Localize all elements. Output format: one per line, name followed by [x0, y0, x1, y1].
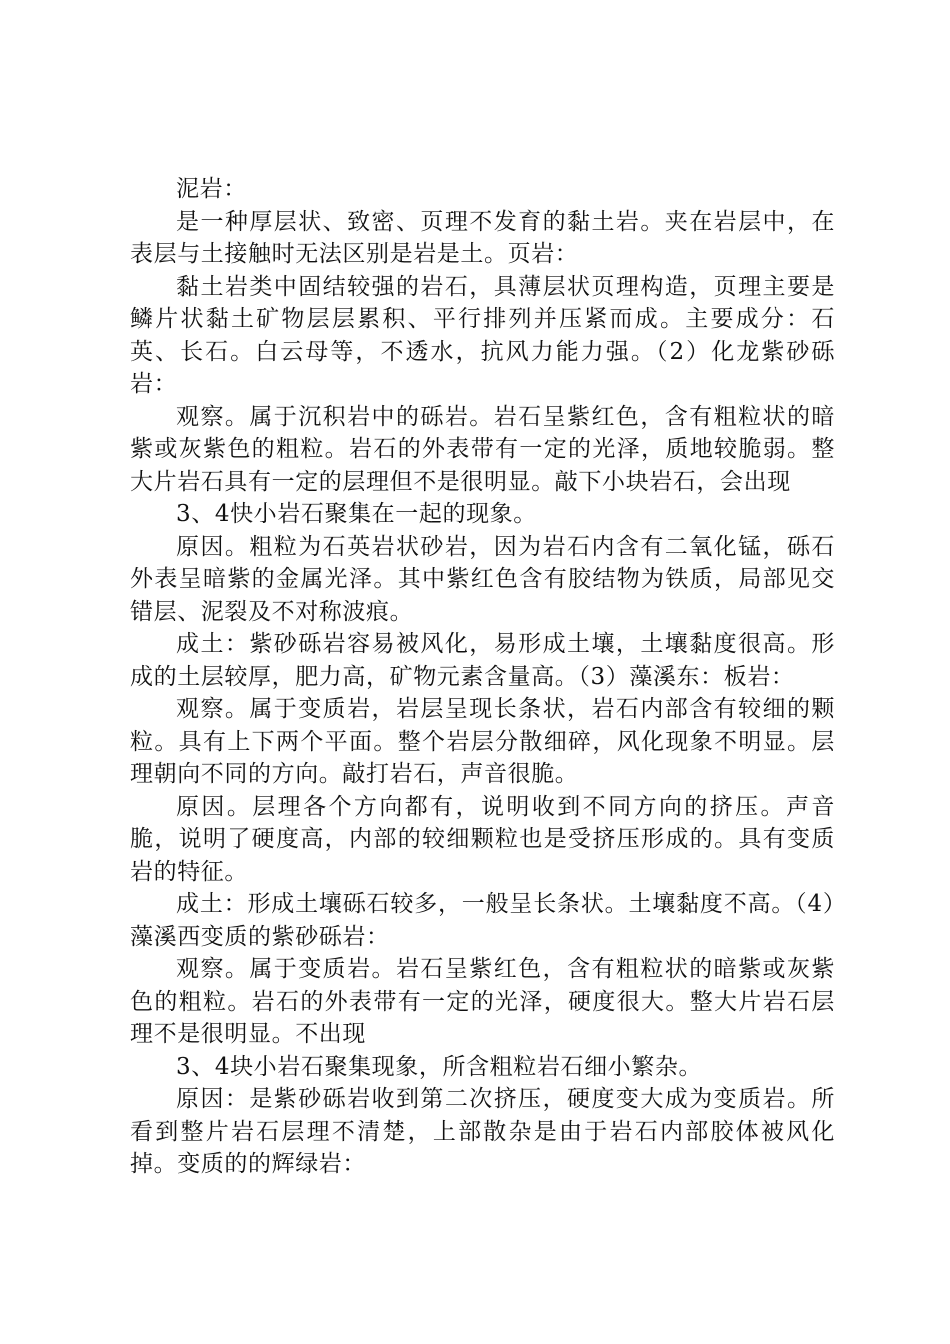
paragraph-metamorphic-observation: 观察。属于变质岩。岩石呈紫红色，含有粗粒状的暗紫或灰紫色的粗粒。岩石的外表带有一定的光泽，硬度很大。整大片岩石层理不是很明显。不出现 — [130, 956, 835, 1047]
paragraph-slate-observation: 观察。属于变质岩，岩层呈现长条状，岩石内部含有较细的颗粒。具有上下两个平面。整个岩层分散细碎，风化现象不明显。层理朝向不同的方向。敲打岩石，声音很脆。 — [130, 696, 835, 787]
paragraph-slate-cause: 原因。层理各个方向都有，说明收到不同方向的挤压。声音脆，说明了硬度高，内部的较细颗粒也是受挤压形成的。具有变质岩的特征。 — [130, 793, 835, 885]
document-body — [130, 173, 835, 1181]
paragraph-slate-soil: 成土：形成土壤砾石较多，一般呈长条状。土壤黏度不高。（4）藻溪西变质的紫砂砾岩： — [130, 891, 835, 950]
paragraph-shale-description: 黏土岩类中固结较强的岩石，具薄层状页理构造，页理主要是鳞片状黏土矿物层层累积、平行排列并压紧而成。主要成分：石英、长石。白云母等，不透水，抗风力能力强。（2）化龙紫砂砾岩： — [130, 273, 835, 397]
paragraph-metamorphic-continuation: 3、4块小岩石聚集现象，所含粗粒岩石细小繁杂。 — [176, 1053, 703, 1080]
paragraph-conglomerate-soil: 成土：紫砂砾岩容易被风化，易形成土壤，土壤黏度很高。形成的土层较厚，肥力高，矿物元素含量高。（3）藻溪东：板岩： — [130, 631, 835, 690]
paragraph-mudstone-heading: 泥岩： — [176, 176, 247, 202]
paragraph-metamorphic-cause: 原因：是紫砂砾岩收到第二次挤压，硬度变大成为变质岩。所看到整片岩石层理不清楚，上部散杂是由于岩石内部胶体被风化掉。变质的的辉绿岩： — [130, 1086, 835, 1177]
paragraph-conglomerate-continuation: 3、4快小岩石聚集在一起的现象。 — [176, 501, 537, 527]
paragraph-mudstone-description: 是一种厚层状、致密、页理不发育的黏土岩。夹在岩层中，在表层与土接触时无法区别是岩是土。页岩： — [130, 208, 835, 267]
paragraph-conglomerate-cause: 原因。粗粒为石英岩状砂岩，因为岩石内含有二氧化锰，砾石外表呈暗紫的金属光泽。其中紫红色含有胶结物为铁质，局部见交错层、泥裂及不对称波痕。 — [130, 533, 835, 625]
paragraph-conglomerate-observation: 观察。属于沉积岩中的砾岩。岩石呈紫红色，含有粗粒状的暗紫或灰紫色的粗粒。岩石的外表带有一定的光泽，质地较脆弱。整大片岩石具有一定的层理但不是很明显。敲下小块岩石，会出现 — [130, 403, 835, 495]
